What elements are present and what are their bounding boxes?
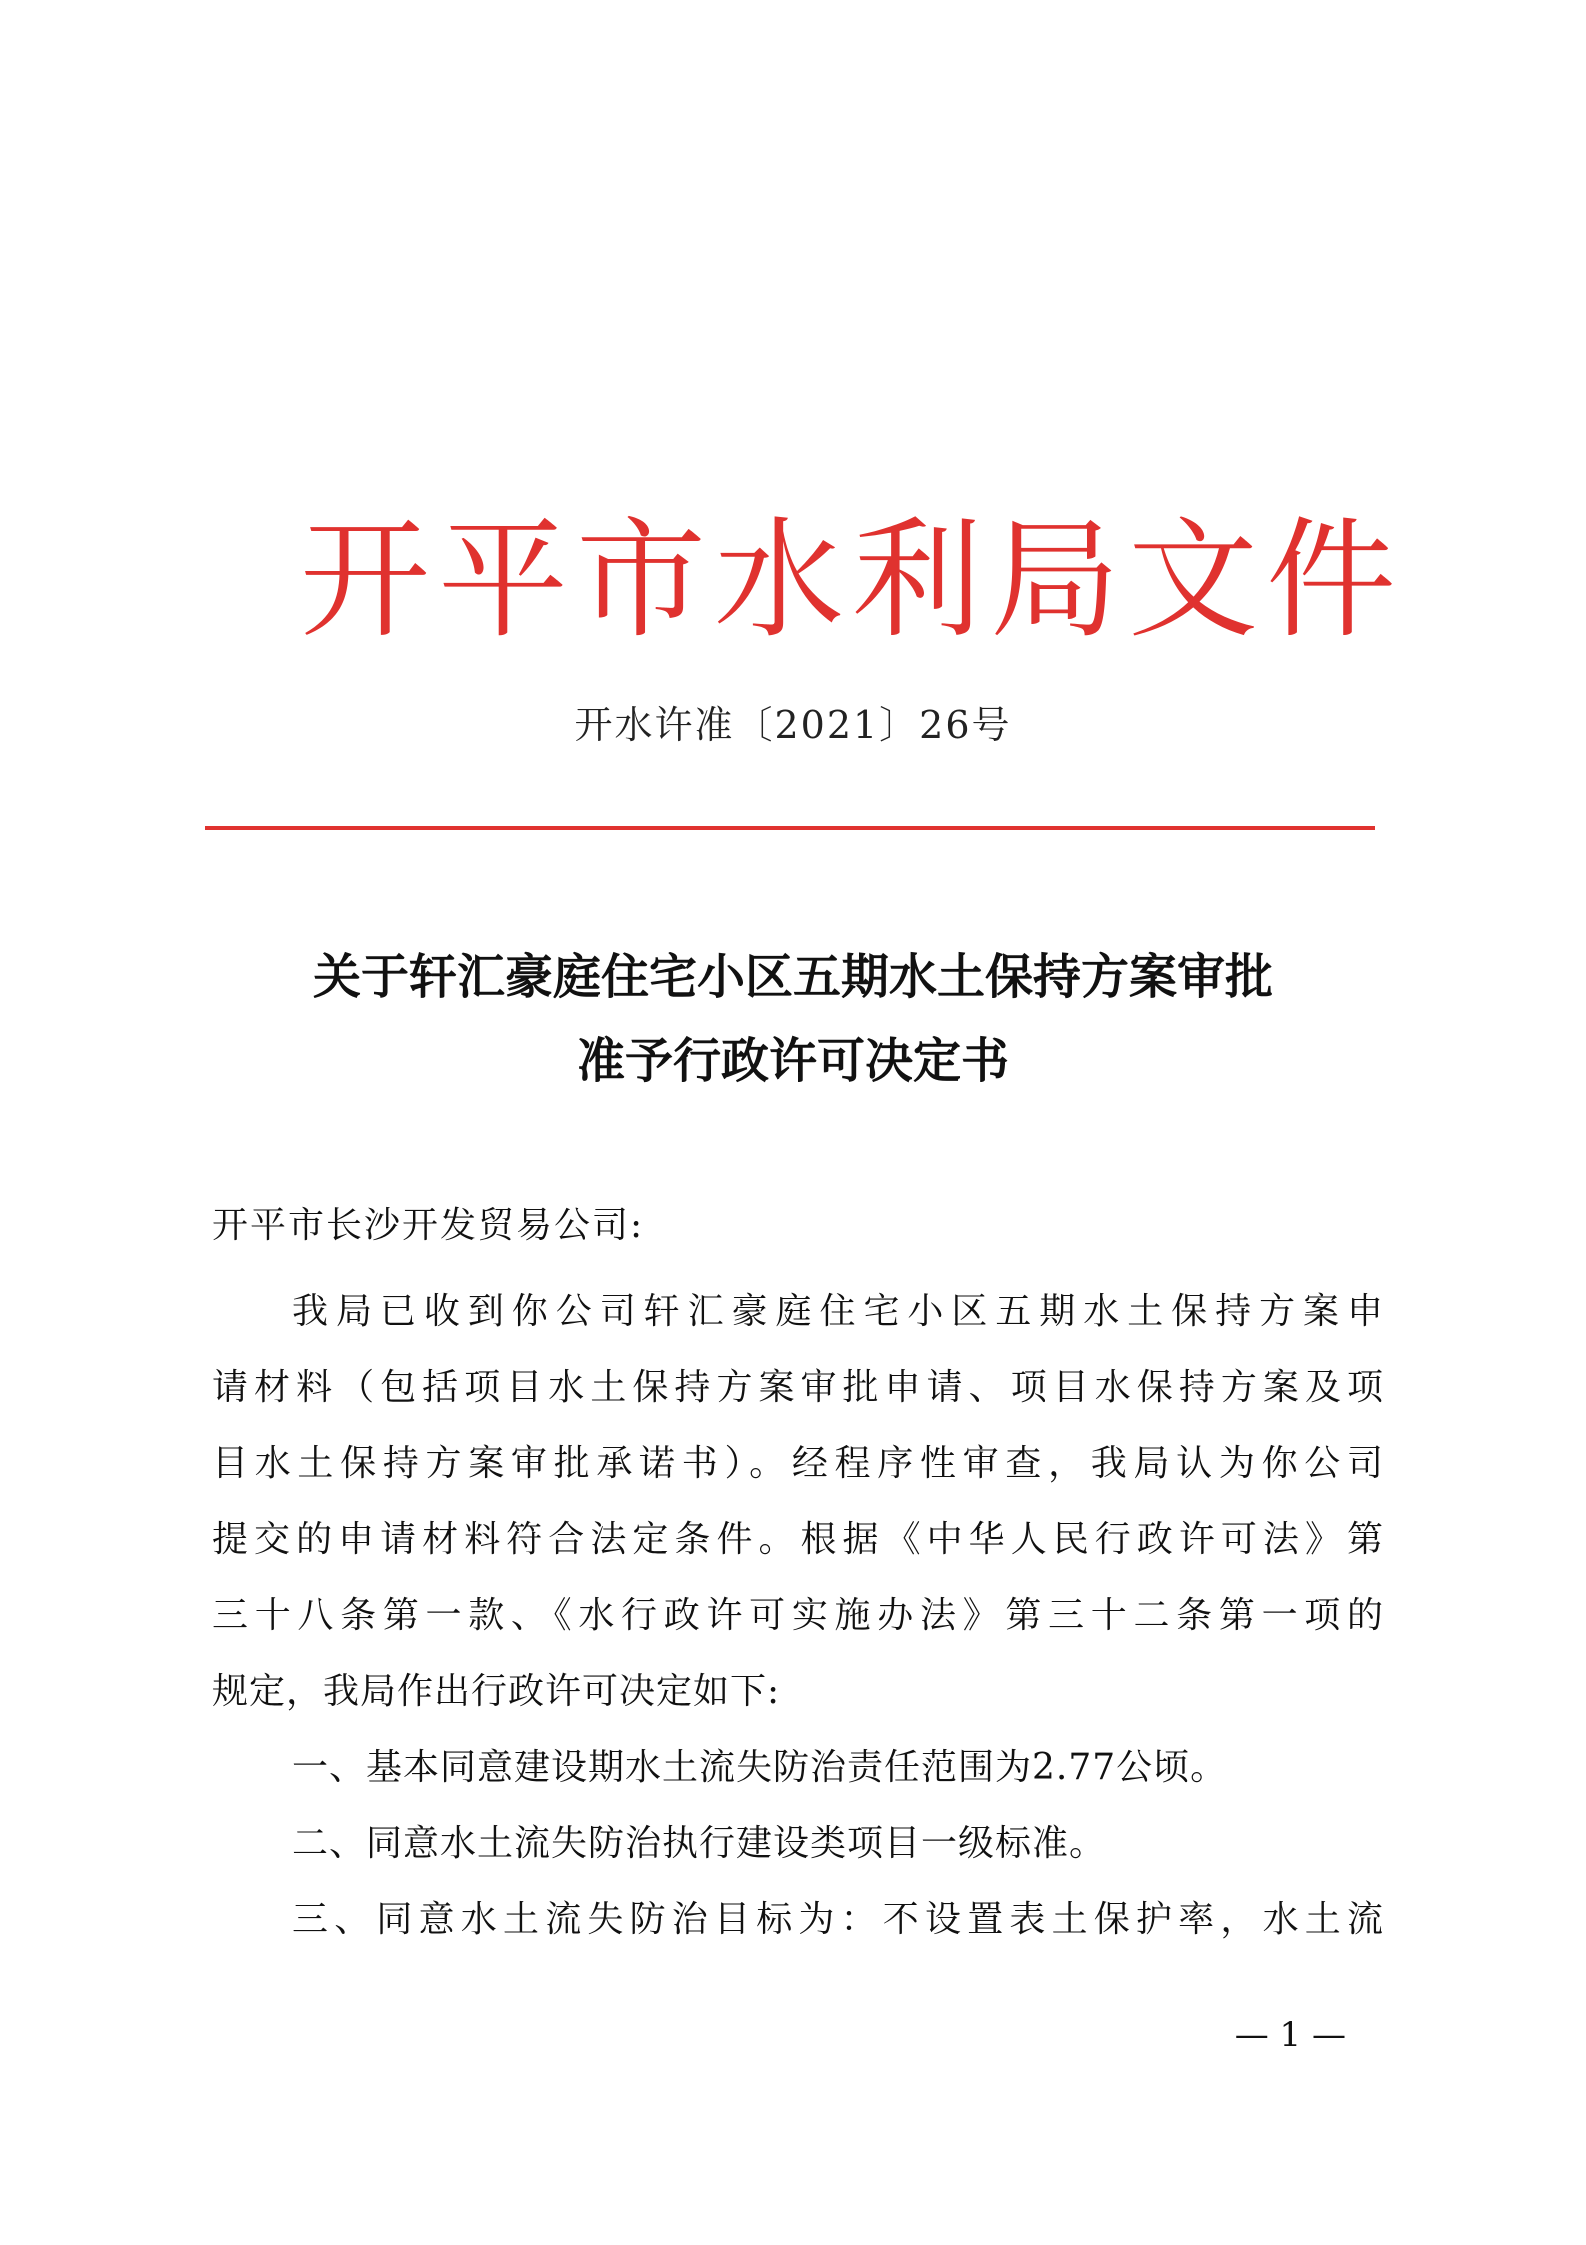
- document-title-line-2: 准予行政许可决定书: [576, 1033, 1009, 1089]
- salutation: 开平市长沙开发贸易公司:: [212, 1205, 645, 1246]
- body-line: 我局已收到你公司轩汇豪庭住宅小区五期水土保持方案申: [292, 1291, 1384, 1332]
- document-number: 开水许准〔2021〕26号: [574, 703, 1012, 747]
- document-title: [200, 935, 1386, 1103]
- body-text: [212, 1274, 1384, 1958]
- body-line: 目水土保持方案审批承诺书）。经程序性审查，我局认为你公司: [212, 1443, 1384, 1484]
- page-number: — 1 —: [1234, 2015, 1346, 2055]
- decision-item-1: 一、基本同意建设期水土流失防治责任范围为2.77公顷。: [292, 1747, 1228, 1788]
- red-divider-line: [205, 826, 1375, 830]
- agency-header-title: 开平市水利局文件: [300, 504, 1405, 656]
- body-line: 提交的申请材料符合法定条件。根据《中华人民行政许可法》第: [212, 1519, 1384, 1560]
- decision-item-2: 二、同意水土流失防治执行建设类项目一级标准。: [292, 1823, 1107, 1864]
- document-title-line-1: 关于轩汇豪庭住宅小区五期水土保持方案审批: [312, 949, 1273, 1005]
- body-line: 请材料（包括项目水土保持方案审批申请、项目水保持方案及项: [212, 1367, 1384, 1408]
- body-line: 规定，我局作出行政许可决定如下:: [212, 1671, 781, 1712]
- decision-item-3: 三、同意水土流失防治目标为：不设置表土保护率，水土流: [292, 1899, 1384, 1940]
- body-line: 三十八条第一款、《水行政许可实施办法》第三十二条第一项的: [212, 1595, 1384, 1636]
